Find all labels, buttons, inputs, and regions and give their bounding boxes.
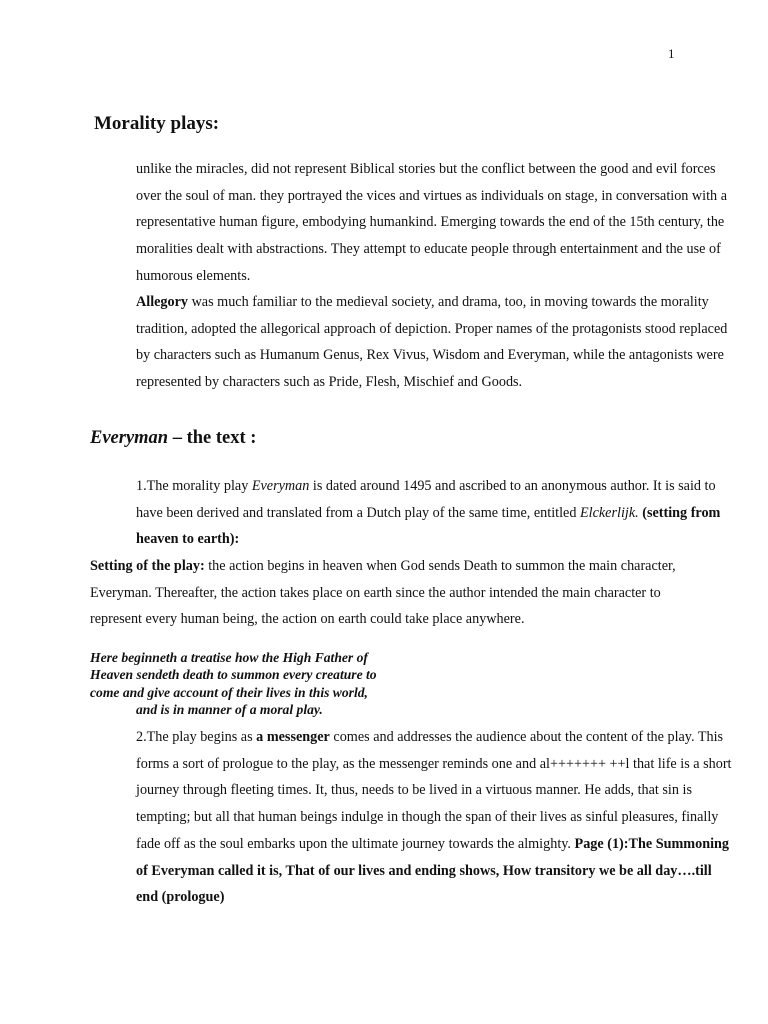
para3-t1: 1.The morality play [136,478,252,494]
para4-text: the action begins in heaven when God sends Death to summon the main character, Everyman. Thereafter, the action takes place on earth since the author intended the main character to represent every human being, the action on earth could take place anywhere. [90,558,676,628]
page-number: 1 [668,46,675,61]
quote-line-3: come and give account of their lives in this world, [90,684,368,700]
para3-i1: Everyman [251,478,310,494]
paragraph-setting [90,553,690,633]
para3-b1: (setting from heaven to earth): [136,504,721,548]
para5-t1: 2.The play begins as [136,729,257,745]
para1-text: unlike the miracles, did not represent Biblical stories but the conflict between the good and evil forces over the soul of man. they portrayed the vices and virtues as individuals on stage, in conversation with a representative human figure, embodying humankind. Emerging towards the end of the 15th century, the moralities dealt with abstractions. They attempt to educate people through entertainment and the use of humorous elements. [136,161,727,284]
quote-line-1: Here beginneth a treatise how the High Father of [90,650,368,665]
para5-b2: Page (1):The Summoning of Everyman called it is, That of our lives and ending shows, How transitory we be all day….till end (prologue) [136,835,730,906]
everyman-title: Everyman [90,428,169,448]
paragraph-morality-intro [90,156,736,290]
paragraph-messenger [90,724,736,911]
heading2-rest: – the text : [168,428,257,448]
allegory-term: Allegory [136,294,189,310]
quote-line-2: Heaven sendeth death to summon every creature to [90,667,377,683]
para3-t2: is dated around 1495 and ascribed to an anonymous author. It is said to have been derived and translated from a Dutch play of the same time, entitled [136,478,716,521]
paragraph-dating [90,473,736,553]
setting-term: Setting of the play: [90,558,205,574]
paragraph-allegory [90,289,736,396]
quote-line-4: and is in manner of a moral play. [136,702,323,718]
heading-everyman-text [90,428,256,449]
para3-i2: Elckerlijk. [579,504,639,521]
para2-text: was much familiar to the medieval society, and drama, too, in moving towards the morality tradition, adopted the allegorical approach of depiction. Proper names of the protagonists stood replaced by characters such as Humanum Genus, Rex Vivus, Wisdom and Everyman, while the antagonists were represented by characters such as Pride, Flesh, Mischief and Goods. [136,294,728,391]
quote-block [90,649,377,719]
para5-t2: comes and addresses the audience about the content of the play. This forms a sort of prologue to the play, as the messenger reminds one and al+++++++ ++l that life is a short journey through fleeting times. It, thus, needs to be lived in a virtuous manner. He adds, that sin is tempting; but all that human beings indulge in though the span of their lives as sinful pleasures, finally fade off as the soul embarks upon the ultimate journey towards the almighty. [136,729,732,852]
heading-morality-plays: Morality plays: [94,113,220,134]
para5-b1: a messenger [256,729,330,745]
